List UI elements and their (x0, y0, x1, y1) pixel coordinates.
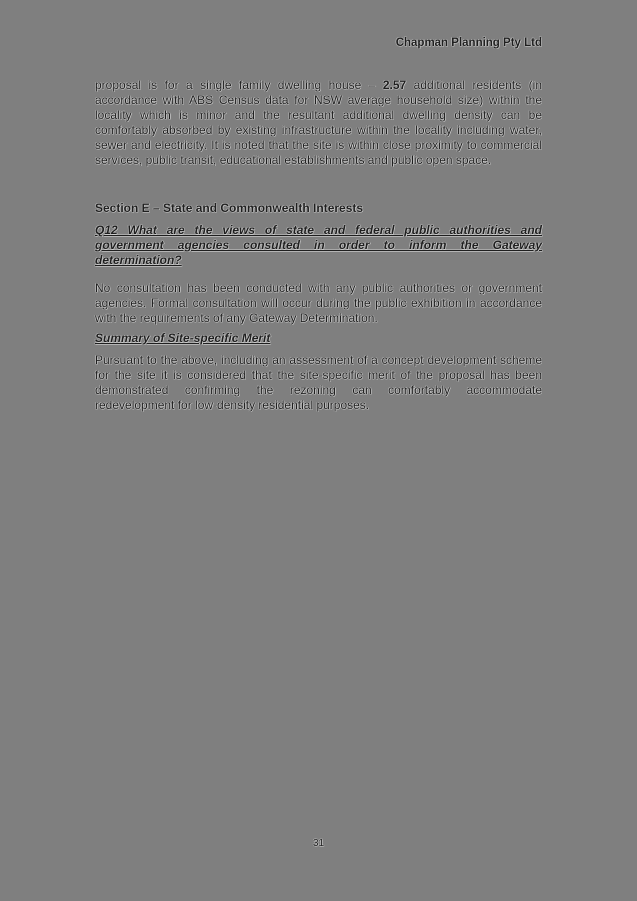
page-header (396, 36, 542, 51)
q12-heading: Q12 What are the views of state and federal public authorities and government agencies consulted in order to inform the Gateway determination? (95, 223, 542, 267)
section-e-heading: Section E – State and Commonwealth Interests (95, 201, 364, 215)
company-name: Chapman Planning Pty Ltd (395, 37, 542, 49)
paragraph-dwelling-density (95, 78, 542, 168)
page-number: 31 (312, 838, 325, 849)
paragraph-dwelling-density-post: additional residents (in accordance with ABS Census data for NSW average household size) within the locality which is minor and the resultant additional dwelling density can be comfortably absorbed by existing infrastructure within the locality including water, sewer and electricity. It is noted that the site is within close proximity to commercial services, public transit, educational establishments and public open space. (95, 78, 542, 167)
paragraph-consultation: No consultation has been conducted with any public authorities or government agencies. Formal consultation will occur during the public exhibition in accordance with the requirements of any Gateway Determination. (95, 281, 542, 325)
page-footer (95, 836, 542, 851)
residents-value: 2.57 (382, 78, 407, 92)
paragraph-site-specific-merit: Pursuant to the above, including an assessment of a concept development scheme for the site it is considered that the site-specific merit of the proposal has been demonstrated confirming the rezoning can comfortably accommodate redevelopment for low-density residential purposes. (95, 353, 542, 412)
summary-of-site-specific-merit-heading: Summary of Site-specific Merit (95, 331, 271, 345)
paragraph-dwelling-density-pre: proposal is for a single family dwelling house – (95, 78, 383, 92)
document-page (95, 0, 542, 901)
